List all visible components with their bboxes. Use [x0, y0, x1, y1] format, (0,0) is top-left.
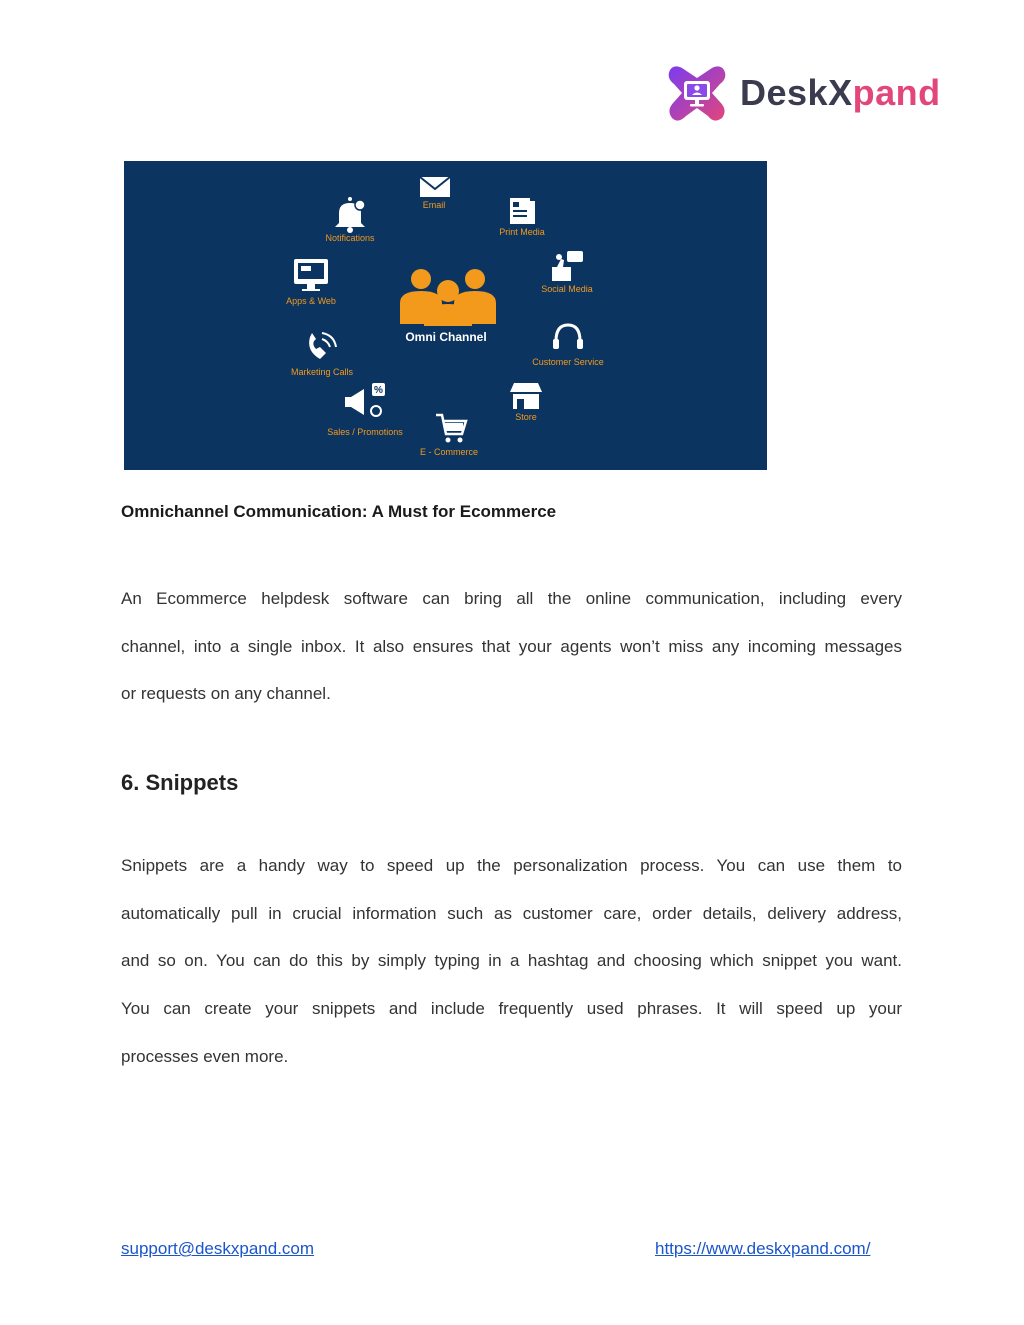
omnichannel-figure	[124, 161, 767, 470]
intro-paragraph	[121, 587, 902, 730]
store-icon	[510, 383, 542, 409]
sales-promotions-label: Sales / Promotions	[327, 427, 403, 437]
paragraph-line: An Ecommerce helpdesk software can bring all the online communication, including every	[121, 589, 902, 608]
email-label: Email	[422, 200, 446, 210]
section-heading: 6. Snippets	[121, 770, 239, 795]
bell-icon	[335, 197, 365, 233]
deskxpand-logo-icon	[664, 60, 730, 126]
phone-icon	[309, 333, 336, 359]
store-label: Store	[515, 412, 537, 422]
support-email-link[interactable]: support@deskxpand.com	[121, 1239, 315, 1258]
apps-web-label: Apps & Web	[286, 296, 336, 306]
svg-text:%: %	[374, 385, 383, 396]
logo-wordmark: DeskXpand	[740, 72, 941, 113]
customer-service-icon	[553, 325, 583, 349]
social-media-icon	[552, 251, 583, 281]
paragraph-line: channel, into a single inbox. It also ensures that your agents won’t miss any incoming messages	[121, 636, 902, 656]
print-media-icon	[510, 198, 535, 224]
email-icon	[420, 177, 450, 197]
paragraph-line: You can create your snippets and include frequently used phrases. It will speed up your	[121, 999, 902, 1019]
paragraph-line: or requests on any channel.	[121, 684, 331, 704]
paragraph-line: Snippets are a handy way to speed up the personalization process. You can use them to	[121, 856, 902, 875]
megaphone-icon	[345, 383, 385, 416]
ecommerce-label: E - Commerce	[419, 447, 479, 457]
customer-service-label: Customer Service	[532, 357, 604, 367]
monitor-icon	[294, 259, 328, 291]
figure-caption: Omnichannel Communication: A Must for Ecommerce	[121, 502, 557, 521]
print-media-label: Print Media	[499, 227, 545, 237]
website-link[interactable]: https://www.deskxpand.com/	[655, 1239, 871, 1258]
deskxpand-logo	[664, 60, 944, 130]
snippets-paragraph	[121, 854, 902, 1092]
cart-icon	[436, 415, 466, 443]
paragraph-line: automatically pull in crucial information such as customer care, order details, delivery address,	[121, 903, 902, 923]
omni-channel-people-icon	[400, 269, 496, 326]
social-media-label: Social Media	[541, 284, 593, 294]
omni-channel-label: Omni Channel	[405, 330, 487, 344]
marketing-calls-label: Marketing Calls	[290, 367, 354, 377]
notifications-label: Notifications	[325, 233, 375, 243]
paragraph-line: and so on. You can do this by simply typing in a hashtag and choosing which snippet you want.	[121, 951, 902, 971]
paragraph-line: processes even more.	[121, 1046, 289, 1066]
